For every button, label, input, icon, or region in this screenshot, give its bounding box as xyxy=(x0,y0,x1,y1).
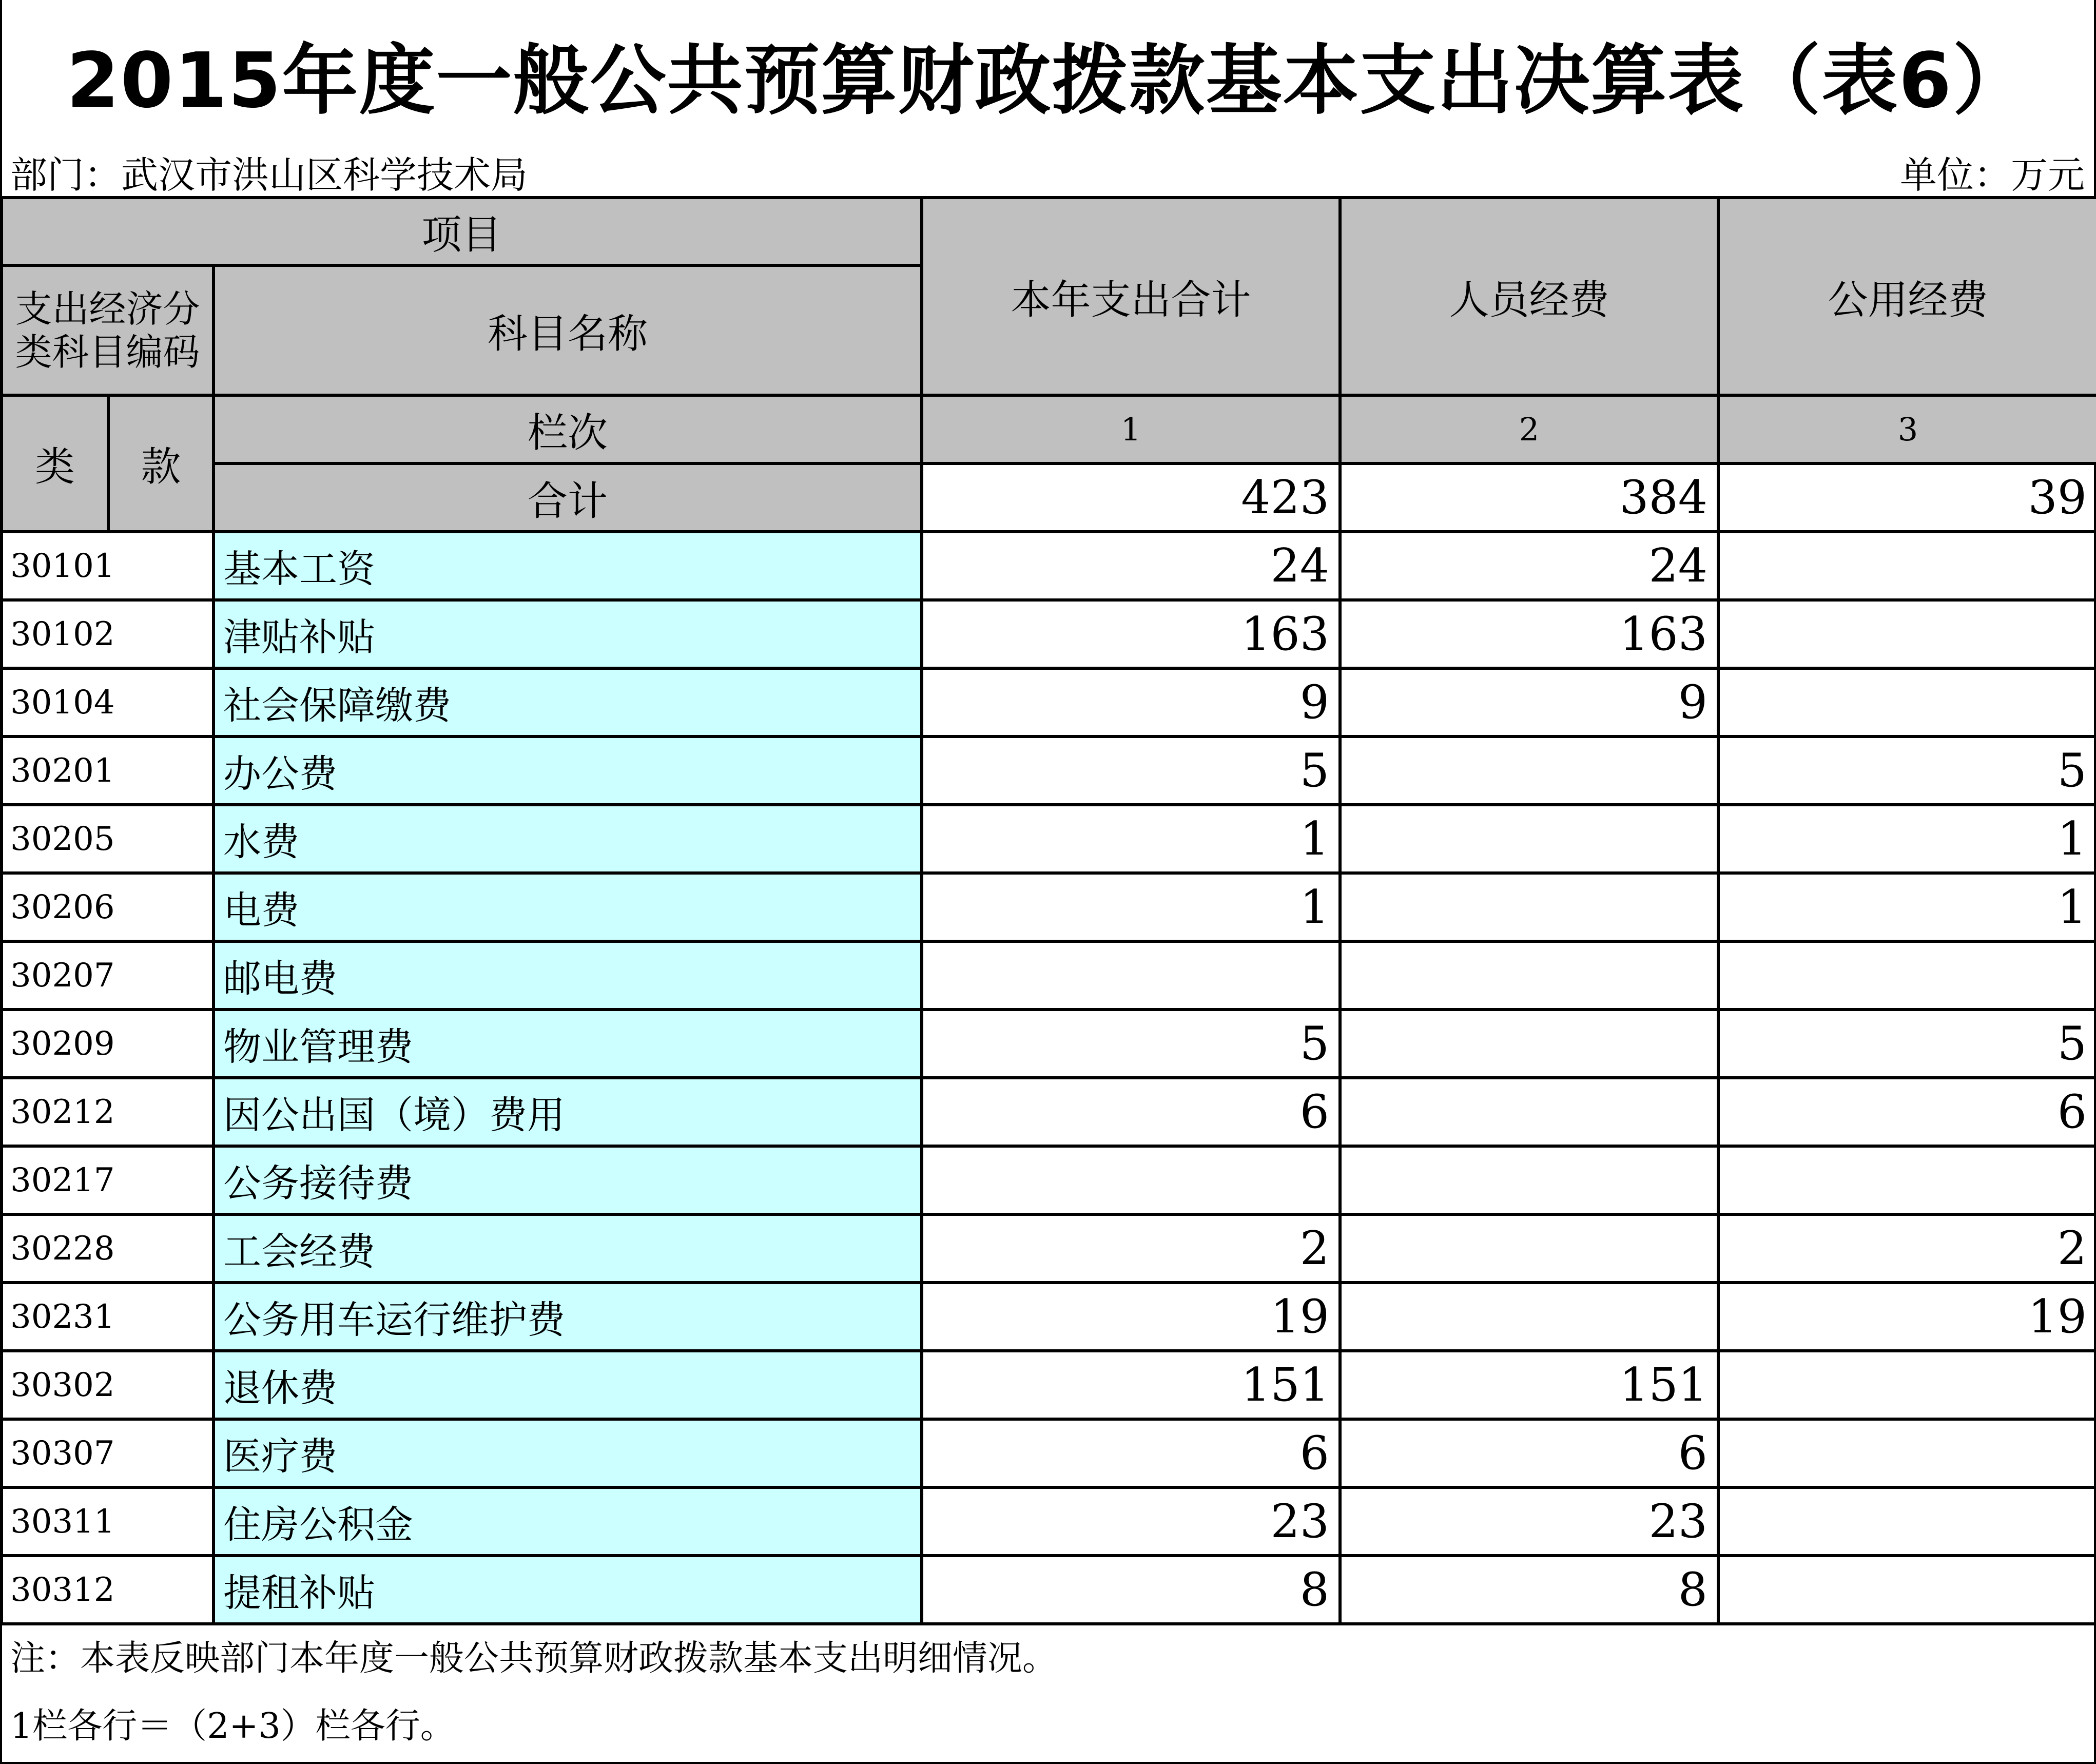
totals-row xyxy=(2,463,2096,532)
row-personnel: 24 xyxy=(1340,532,1718,600)
table-row xyxy=(2,1283,2096,1351)
row-public xyxy=(1718,941,2096,1010)
row-personnel xyxy=(1340,941,1718,1010)
table-row xyxy=(2,532,2096,600)
row-personnel xyxy=(1340,736,1718,805)
row-subject-name: 水费 xyxy=(214,805,922,873)
row-personnel xyxy=(1340,1214,1718,1283)
row-code: 30206 xyxy=(2,873,214,941)
row-code: 30102 xyxy=(2,600,214,668)
row-total: 23 xyxy=(922,1487,1340,1556)
row-total: 1 xyxy=(922,805,1340,873)
department-label: 部门：武汉市洪山区科学技术局 xyxy=(10,153,528,197)
row-total: 5 xyxy=(922,1010,1340,1078)
row-public xyxy=(1718,600,2096,668)
row-code: 30104 xyxy=(2,668,214,736)
header-public: 公用经费 xyxy=(1718,198,2096,395)
row-subject-name: 邮电费 xyxy=(214,941,922,1010)
row-total xyxy=(922,1146,1340,1214)
row-public: 19 xyxy=(1718,1283,2096,1351)
table-row xyxy=(2,600,2096,668)
row-code: 30307 xyxy=(2,1419,214,1487)
table-row xyxy=(2,736,2096,805)
header-item: 项目 xyxy=(2,198,922,265)
row-personnel: 6 xyxy=(1340,1419,1718,1487)
row-public: 1 xyxy=(1718,805,2096,873)
totals-total: 423 xyxy=(922,463,1340,532)
row-code: 30209 xyxy=(2,1010,214,1078)
header-col2: 2 xyxy=(1340,395,1718,463)
row-total: 1 xyxy=(922,873,1340,941)
row-subject-name: 工会经费 xyxy=(214,1214,922,1283)
row-subject-name: 电费 xyxy=(214,873,922,941)
row-personnel xyxy=(1340,1146,1718,1214)
header-econ-code: 支出经济分类科目编码 xyxy=(2,265,214,395)
row-personnel xyxy=(1340,1010,1718,1078)
row-code: 30217 xyxy=(2,1146,214,1214)
table-row xyxy=(2,1351,2096,1419)
table-row xyxy=(2,1214,2096,1283)
row-code: 30228 xyxy=(2,1214,214,1283)
row-public xyxy=(1718,1351,2096,1419)
row-subject-name: 基本工资 xyxy=(214,532,922,600)
row-total: 24 xyxy=(922,532,1340,600)
totals-personnel: 384 xyxy=(1340,463,1718,532)
row-subject-name: 社会保障缴费 xyxy=(214,668,922,736)
row-total: 5 xyxy=(922,736,1340,805)
row-code: 30101 xyxy=(2,532,214,600)
row-total: 151 xyxy=(922,1351,1340,1419)
row-total: 6 xyxy=(922,1419,1340,1487)
note-line-1: 注：本表反映部门本年度一般公共预算财政拨款基本支出明细情况。 xyxy=(10,1638,1058,1679)
note-line-2: 1栏各行＝（2+3）栏各行。 xyxy=(10,1706,455,1747)
row-subject-name: 提租补贴 xyxy=(214,1556,922,1624)
row-code: 30207 xyxy=(2,941,214,1010)
row-personnel: 163 xyxy=(1340,600,1718,668)
expenditure-table xyxy=(0,196,2096,1625)
row-personnel xyxy=(1340,873,1718,941)
row-personnel: 9 xyxy=(1340,668,1718,736)
row-subject-name: 因公出国（境）费用 xyxy=(214,1078,922,1146)
table-row xyxy=(2,805,2096,873)
page-title: 2015年度一般公共预算财政拨款基本支出决算表（表6） xyxy=(66,36,2030,125)
totals-label: 合计 xyxy=(214,463,922,532)
table-row xyxy=(2,1487,2096,1556)
unit-label: 单位：万元 xyxy=(1899,153,2085,197)
row-subject-name: 物业管理费 xyxy=(214,1010,922,1078)
row-public xyxy=(1718,1146,2096,1214)
header-total: 本年支出合计 xyxy=(922,198,1340,395)
row-code: 30205 xyxy=(2,805,214,873)
row-personnel: 8 xyxy=(1340,1556,1718,1624)
row-personnel: 23 xyxy=(1340,1487,1718,1556)
row-subject-name: 退休费 xyxy=(214,1351,922,1419)
row-code: 30311 xyxy=(2,1487,214,1556)
table-row xyxy=(2,941,2096,1010)
row-subject-name: 住房公积金 xyxy=(214,1487,922,1556)
row-code: 30312 xyxy=(2,1556,214,1624)
row-subject-name: 医疗费 xyxy=(214,1419,922,1487)
row-public: 5 xyxy=(1718,1010,2096,1078)
row-total: 2 xyxy=(922,1214,1340,1283)
row-total: 163 xyxy=(922,600,1340,668)
row-public xyxy=(1718,668,2096,736)
row-public: 5 xyxy=(1718,736,2096,805)
row-public xyxy=(1718,1487,2096,1556)
row-total: 9 xyxy=(922,668,1340,736)
header-column-index: 栏次 xyxy=(214,395,922,463)
header-personnel: 人员经费 xyxy=(1340,198,1718,395)
row-subject-name: 公务用车运行维护费 xyxy=(214,1283,922,1351)
row-total: 8 xyxy=(922,1556,1340,1624)
row-code: 30201 xyxy=(2,736,214,805)
row-code: 30231 xyxy=(2,1283,214,1351)
row-subject-name: 办公费 xyxy=(214,736,922,805)
row-total xyxy=(922,941,1340,1010)
header-row-1 xyxy=(2,198,2096,265)
row-total: 6 xyxy=(922,1078,1340,1146)
table-row xyxy=(2,873,2096,941)
header-subject-name: 科目名称 xyxy=(214,265,922,395)
table-row xyxy=(2,1010,2096,1078)
table-row xyxy=(2,1556,2096,1624)
table-row xyxy=(2,1146,2096,1214)
row-subject-name: 公务接待费 xyxy=(214,1146,922,1214)
row-public xyxy=(1718,1556,2096,1624)
row-personnel xyxy=(1340,805,1718,873)
row-personnel xyxy=(1340,1283,1718,1351)
row-public: 6 xyxy=(1718,1078,2096,1146)
header-kuan: 款 xyxy=(108,395,214,532)
row-total: 19 xyxy=(922,1283,1340,1351)
row-personnel xyxy=(1340,1078,1718,1146)
totals-public: 39 xyxy=(1718,463,2096,532)
table-row xyxy=(2,668,2096,736)
row-public: 1 xyxy=(1718,873,2096,941)
row-personnel: 151 xyxy=(1340,1351,1718,1419)
row-code: 30302 xyxy=(2,1351,214,1419)
row-code: 30212 xyxy=(2,1078,214,1146)
header-row-3 xyxy=(2,395,2096,463)
row-public xyxy=(1718,1419,2096,1487)
header-col3: 3 xyxy=(1718,395,2096,463)
notes xyxy=(0,1625,2096,1764)
table-row xyxy=(2,1078,2096,1146)
table-row xyxy=(2,1419,2096,1487)
header-lei: 类 xyxy=(2,395,108,532)
row-subject-name: 津贴补贴 xyxy=(214,600,922,668)
header-col1: 1 xyxy=(922,395,1340,463)
row-public: 2 xyxy=(1718,1214,2096,1283)
row-public xyxy=(1718,532,2096,600)
